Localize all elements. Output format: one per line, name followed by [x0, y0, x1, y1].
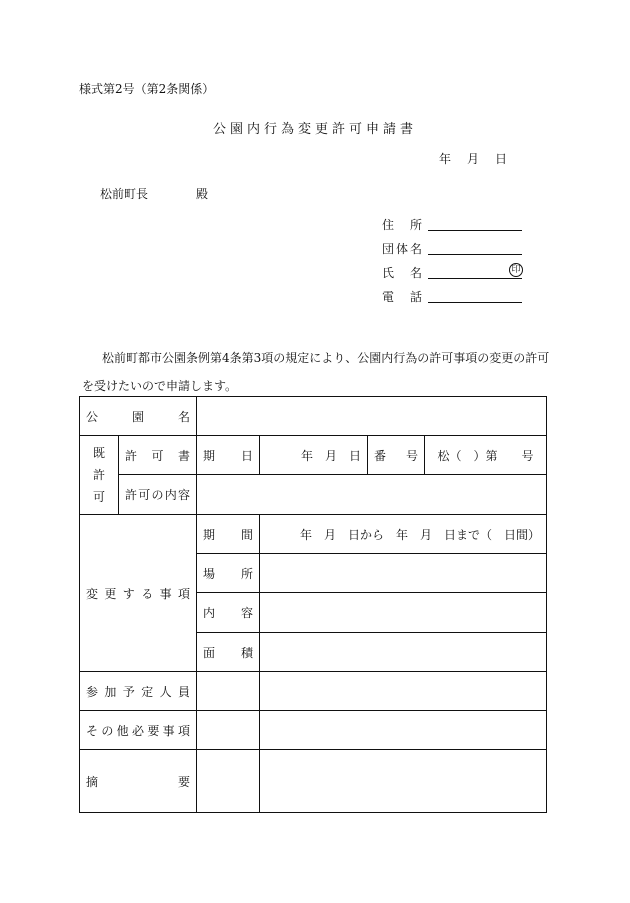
phone-label: 電 話: [382, 290, 422, 304]
content-field[interactable]: [260, 593, 547, 633]
participants-label: 参加予定人員: [80, 672, 197, 711]
table-row: [80, 475, 547, 515]
addressee: [100, 185, 208, 202]
remarks-field[interactable]: [197, 750, 260, 813]
park-name-field[interactable]: [197, 397, 547, 436]
change-items-label: 変更する事項: [80, 515, 197, 672]
existing-permit-label: [80, 436, 119, 515]
other-items-label: その他必要事項: [80, 711, 197, 750]
permit-content-label: 許可の内容: [119, 475, 197, 515]
address-field[interactable]: [428, 216, 522, 231]
table-row: [80, 436, 547, 475]
document-title: 公園内行為変更許可申請書: [212, 122, 417, 137]
phone-field[interactable]: [428, 288, 522, 303]
period-label: 期間: [197, 515, 260, 554]
other-items-field[interactable]: [197, 711, 260, 750]
participants-count-field[interactable]: [197, 672, 260, 711]
seal-mark: 印: [509, 263, 523, 277]
place-field[interactable]: [260, 554, 547, 593]
permit-number-label: 番号: [368, 436, 425, 475]
table-row: [80, 397, 547, 436]
existing-permit-char: 可: [92, 490, 105, 504]
honorific: 殿: [196, 187, 209, 201]
permit-date-field[interactable]: 年 月 日: [260, 436, 368, 475]
table-row: [80, 672, 547, 711]
park-name-label: 公園名: [80, 397, 197, 436]
content-label: 内容: [197, 593, 260, 633]
area-field[interactable]: [260, 633, 547, 672]
body-text: 松前町都市公園条例第4条第3項の規定により、公園内行為の許可事項の変更の許可を受けたいので申請します。: [82, 351, 550, 393]
table-row: [80, 711, 547, 750]
table-row: [80, 515, 547, 554]
date-line: 年 月 日: [439, 152, 510, 166]
existing-permit-char: 許: [92, 468, 105, 482]
place-label: 場所: [197, 554, 260, 593]
addressee-name: 松前町長: [100, 187, 149, 201]
permit-document-label: 許可書: [119, 436, 197, 475]
name-label: 氏 名: [382, 266, 422, 280]
participants-detail-field[interactable]: [260, 672, 547, 711]
remarks-label: 摘要: [80, 750, 197, 813]
permit-date-label: 期日: [197, 436, 260, 475]
group-name-field[interactable]: [428, 240, 522, 255]
existing-permit-char: 既: [92, 446, 105, 460]
group-name-label: 団体名: [382, 242, 422, 256]
name-field[interactable]: [428, 264, 522, 279]
application-table: [79, 396, 547, 813]
area-label: 面積: [197, 633, 260, 672]
period-field[interactable]: 年 月 日から 年 月 日まで（ 日間）: [260, 515, 547, 554]
permit-number-field[interactable]: 松（ ）第 号: [425, 436, 547, 475]
remarks-detail-field[interactable]: [260, 750, 547, 813]
form-number: 様式第2号（第2条関係）: [79, 82, 215, 96]
table-row: [80, 750, 547, 813]
permit-content-field[interactable]: [197, 475, 547, 515]
address-label: 住 所: [382, 218, 422, 232]
other-items-detail-field[interactable]: [260, 711, 547, 750]
